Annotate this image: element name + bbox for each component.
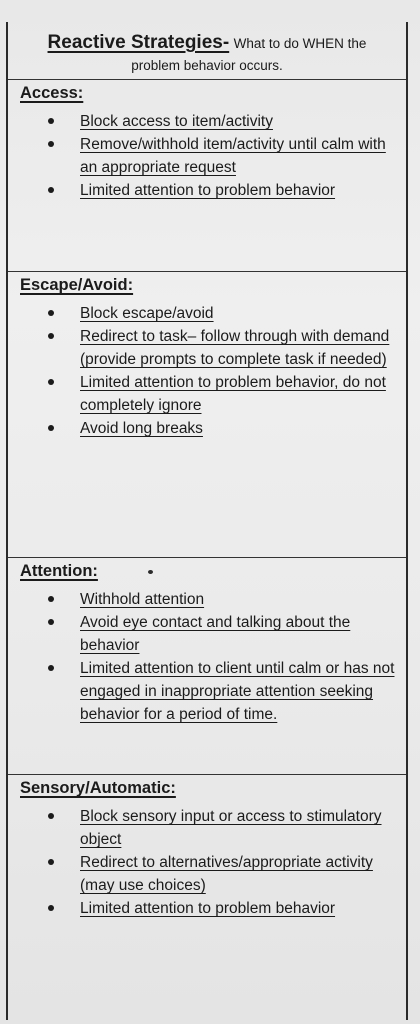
page-title: Reactive Strategies- <box>47 32 230 53</box>
list-item <box>8 657 406 726</box>
item-text: Avoid long breaks <box>80 420 203 437</box>
list-item <box>8 133 406 179</box>
item-text: Limited attention to problem behavior, do not completely ignore <box>80 374 386 414</box>
bullet-icon <box>48 665 54 671</box>
item-text: Remove/withhold item/activity until calm with an appropriate request <box>80 136 386 176</box>
bullet-icon <box>48 187 54 193</box>
item-text: Redirect to task– follow through with demand (provide prompts to complete task if needed) <box>80 328 390 368</box>
item-text: Block access to item/activity <box>80 113 273 130</box>
list-item <box>8 417 406 440</box>
item-text: Limited attention to client until calm or has not engaged in inappropriate attention seeking behavior for a period of time. <box>80 660 395 723</box>
section-attention <box>8 558 406 775</box>
bullet-icon <box>48 141 54 147</box>
bullet-icon <box>48 333 54 339</box>
list-item <box>8 805 406 851</box>
list-item <box>8 371 406 417</box>
list-item <box>8 325 406 371</box>
item-list <box>8 302 406 440</box>
list-item <box>8 110 406 133</box>
section-heading: Sensory/Automatic: <box>20 779 176 797</box>
item-list <box>8 110 406 202</box>
item-list <box>8 588 406 726</box>
list-item <box>8 179 406 202</box>
ink-smudge <box>148 570 153 574</box>
title-subtitle-part1: What to do WHEN the <box>233 36 367 51</box>
bullet-icon <box>48 859 54 865</box>
item-list <box>8 805 406 920</box>
bullet-icon <box>48 905 54 911</box>
item-text: Block sensory input or access to stimulatory object <box>80 808 382 848</box>
item-text: Withhold attention <box>80 591 205 608</box>
title-subtitle-part2: problem behavior occurs. <box>131 58 283 73</box>
section-heading: Access: <box>20 84 84 102</box>
title-line <box>8 32 406 54</box>
section-heading: Escape/Avoid: <box>20 276 134 294</box>
bullet-icon <box>48 310 54 316</box>
bullet-icon <box>48 813 54 819</box>
table-header <box>8 22 406 80</box>
bullet-icon <box>48 619 54 625</box>
section-escape-avoid <box>8 272 406 558</box>
strategy-table <box>6 22 408 1020</box>
list-item <box>8 588 406 611</box>
item-text: Redirect to alternatives/appropriate activity (may use choices) <box>80 854 373 894</box>
bullet-icon <box>48 118 54 124</box>
list-item <box>8 851 406 897</box>
bullet-icon <box>48 379 54 385</box>
item-text: Limited attention to problem behavior <box>80 182 336 199</box>
list-item <box>8 897 406 920</box>
section-sensory-automatic <box>8 775 406 1020</box>
bullet-icon <box>48 425 54 431</box>
item-text: Limited attention to problem behavior <box>80 900 336 917</box>
list-item <box>8 611 406 657</box>
list-item <box>8 302 406 325</box>
item-text: Avoid eye contact and talking about the behavior <box>80 614 351 654</box>
section-heading: Attention: <box>20 562 98 580</box>
bullet-icon <box>48 596 54 602</box>
section-access <box>8 80 406 272</box>
item-text: Block escape/avoid <box>80 305 214 322</box>
